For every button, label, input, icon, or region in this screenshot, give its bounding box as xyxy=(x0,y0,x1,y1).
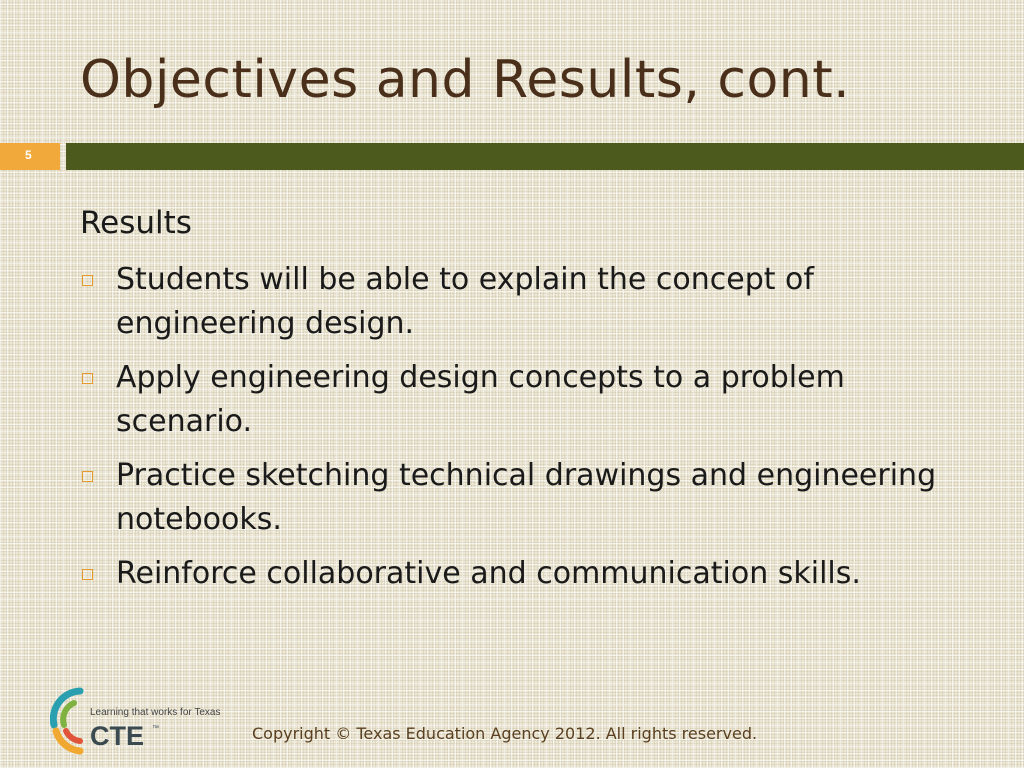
section-heading: Results xyxy=(80,205,192,241)
footer-copyright: Copyright © Texas Education Agency 2012. All rights reserved. xyxy=(252,724,758,743)
square-bullet-icon xyxy=(82,275,93,286)
list-item xyxy=(80,552,960,596)
list-item xyxy=(80,454,960,542)
list-item xyxy=(80,258,960,346)
logo-trademark: ™ xyxy=(152,725,159,732)
logo-wordmark: CTE xyxy=(90,721,144,751)
slide-title: Objectives and Results, cont. xyxy=(80,50,851,110)
title-divider-bar xyxy=(66,143,1024,170)
bullet-list xyxy=(80,258,960,606)
square-bullet-icon xyxy=(82,373,93,384)
bullet-text: Students will be able to explain the concept of engineering design. xyxy=(116,262,814,341)
logo-tagline: Learning that works for Texas xyxy=(90,707,221,718)
page-number-badge xyxy=(0,143,60,170)
bullet-text: Reinforce collaborative and communication skills. xyxy=(116,556,861,591)
square-bullet-icon xyxy=(82,569,93,580)
square-bullet-icon xyxy=(82,471,93,482)
list-item xyxy=(80,356,960,444)
cte-logo xyxy=(50,685,250,757)
cte-swirl-icon xyxy=(50,685,92,757)
bullet-text: Apply engineering design concepts to a problem scenario. xyxy=(116,360,845,439)
bullet-text: Practice sketching technical drawings and engineering notebooks. xyxy=(116,458,937,537)
page-number: 5 xyxy=(25,148,32,162)
